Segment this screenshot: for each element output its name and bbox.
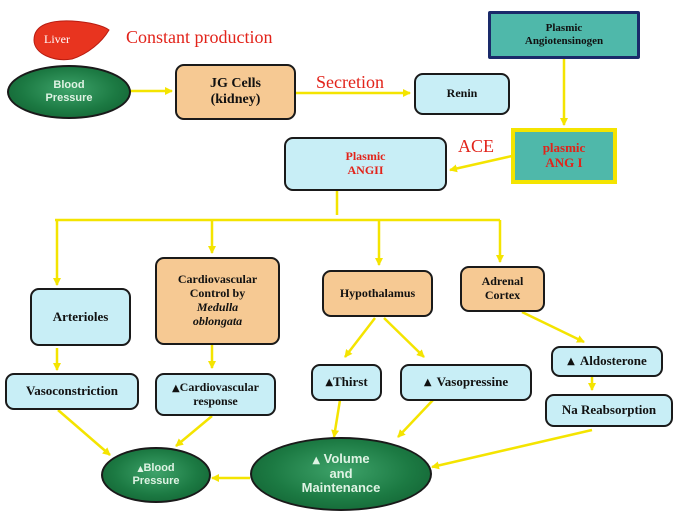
na-reabsorption-label: Na Reabsorption	[561, 402, 657, 418]
blood-pressure-top-line1: Blood	[53, 79, 85, 92]
ang1-line1: plasmic	[542, 140, 586, 156]
ang2-line1: Plasmic	[345, 149, 386, 164]
hypothalamus-box	[322, 270, 433, 317]
arrow-ang1-to-ang2	[450, 156, 512, 170]
arrow-hypo-to-vasopressine	[384, 318, 424, 357]
cardio-control-line1: Cardiovascular	[177, 272, 258, 287]
increase-arrow-icon: ▲	[423, 376, 432, 388]
constant-production-label: Constant production	[126, 27, 273, 47]
angiotensinogen-line2: Angiotensinogen	[524, 35, 604, 47]
vasoconstriction-box	[5, 373, 139, 410]
volume-line3: Maintenance	[301, 480, 381, 496]
arterioles-box	[30, 288, 131, 346]
vasopressine-label: Vasopressine	[436, 374, 509, 390]
cardiovascular-response-box	[155, 373, 276, 416]
volume-maintenance-oval	[250, 437, 432, 511]
arrow-vaso-to-bp	[58, 410, 110, 455]
blood-pressure-bottom-line2: Pressure	[132, 475, 180, 487]
arrow-thirst-to-volume	[334, 400, 340, 437]
vasopressine-box	[400, 364, 532, 401]
cardio-response-line1: Cardiovascular	[179, 379, 260, 394]
cardio-response-line1-wrap	[172, 381, 259, 395]
renin-box	[414, 73, 510, 115]
increase-arrow-icon: ▲	[137, 464, 144, 474]
renin-label: Renin	[446, 86, 478, 101]
blood-pressure-oval-top	[7, 65, 131, 119]
increase-arrow-icon: ▲	[312, 454, 321, 466]
ang2-box	[284, 137, 447, 191]
arrow-na-to-volume	[432, 430, 592, 467]
bp-bottom-line1-wrap	[137, 462, 174, 475]
thirst-box	[311, 364, 382, 401]
angiotensinogen-line1: Plasmic	[545, 22, 583, 35]
increase-arrow-icon: ▲	[325, 376, 334, 388]
jg-cells-line1: JG Cells	[210, 75, 261, 91]
liver-label: Liver	[44, 32, 70, 46]
adrenal-line2: Cortex	[484, 288, 521, 302]
volume-line1: Volume	[323, 450, 370, 466]
ang2-line2: ANGII	[347, 163, 384, 177]
arterioles-label: Arterioles	[52, 308, 109, 324]
blood-pressure-bottom-line1: Blood	[143, 462, 175, 475]
secretion-label: Secretion	[316, 72, 384, 92]
cardio-control-line2: Control by	[189, 286, 246, 301]
arrow-vasopressine-to-volume	[398, 400, 433, 437]
aldosterone-label: Aldosterone	[579, 353, 647, 369]
volume-line2: and	[329, 465, 353, 481]
volume-line1-wrap	[312, 452, 369, 467]
aldosterone-box	[551, 346, 663, 377]
arrow-hypo-to-thirst	[345, 318, 375, 357]
vasoconstriction-label: Vasoconstriction	[26, 383, 118, 399]
cardio-response-line2: response	[193, 393, 238, 408]
increase-arrow-icon: ▲	[171, 382, 180, 394]
arrow-adrenal-to-aldosterone	[522, 312, 584, 342]
hypothalamus-label: Hypothalamus	[339, 285, 416, 300]
blood-pressure-top-line2: Pressure	[45, 92, 93, 104]
adrenal-cortex-box	[460, 266, 545, 312]
blood-pressure-oval-bottom	[101, 447, 211, 503]
thirst-label: Thirst	[333, 374, 368, 390]
jg-cells-line2: (kidney)	[210, 92, 261, 107]
increase-arrow-icon: ▲	[567, 355, 575, 367]
arrow-response-to-bp	[176, 416, 212, 446]
cardio-control-line4: oblongata	[192, 313, 243, 328]
adrenal-line1: Adrenal	[481, 274, 524, 289]
jg-cells-box	[175, 64, 296, 120]
ace-label: ACE	[458, 136, 494, 156]
angiotensinogen-box	[488, 11, 640, 59]
ang1-box	[511, 128, 617, 184]
na-reabsorption-box	[545, 394, 673, 427]
cardio-control-line3: Medulla	[196, 300, 239, 314]
ang1-line2: ANG I	[545, 155, 583, 170]
cardiovascular-control-box	[155, 257, 280, 345]
